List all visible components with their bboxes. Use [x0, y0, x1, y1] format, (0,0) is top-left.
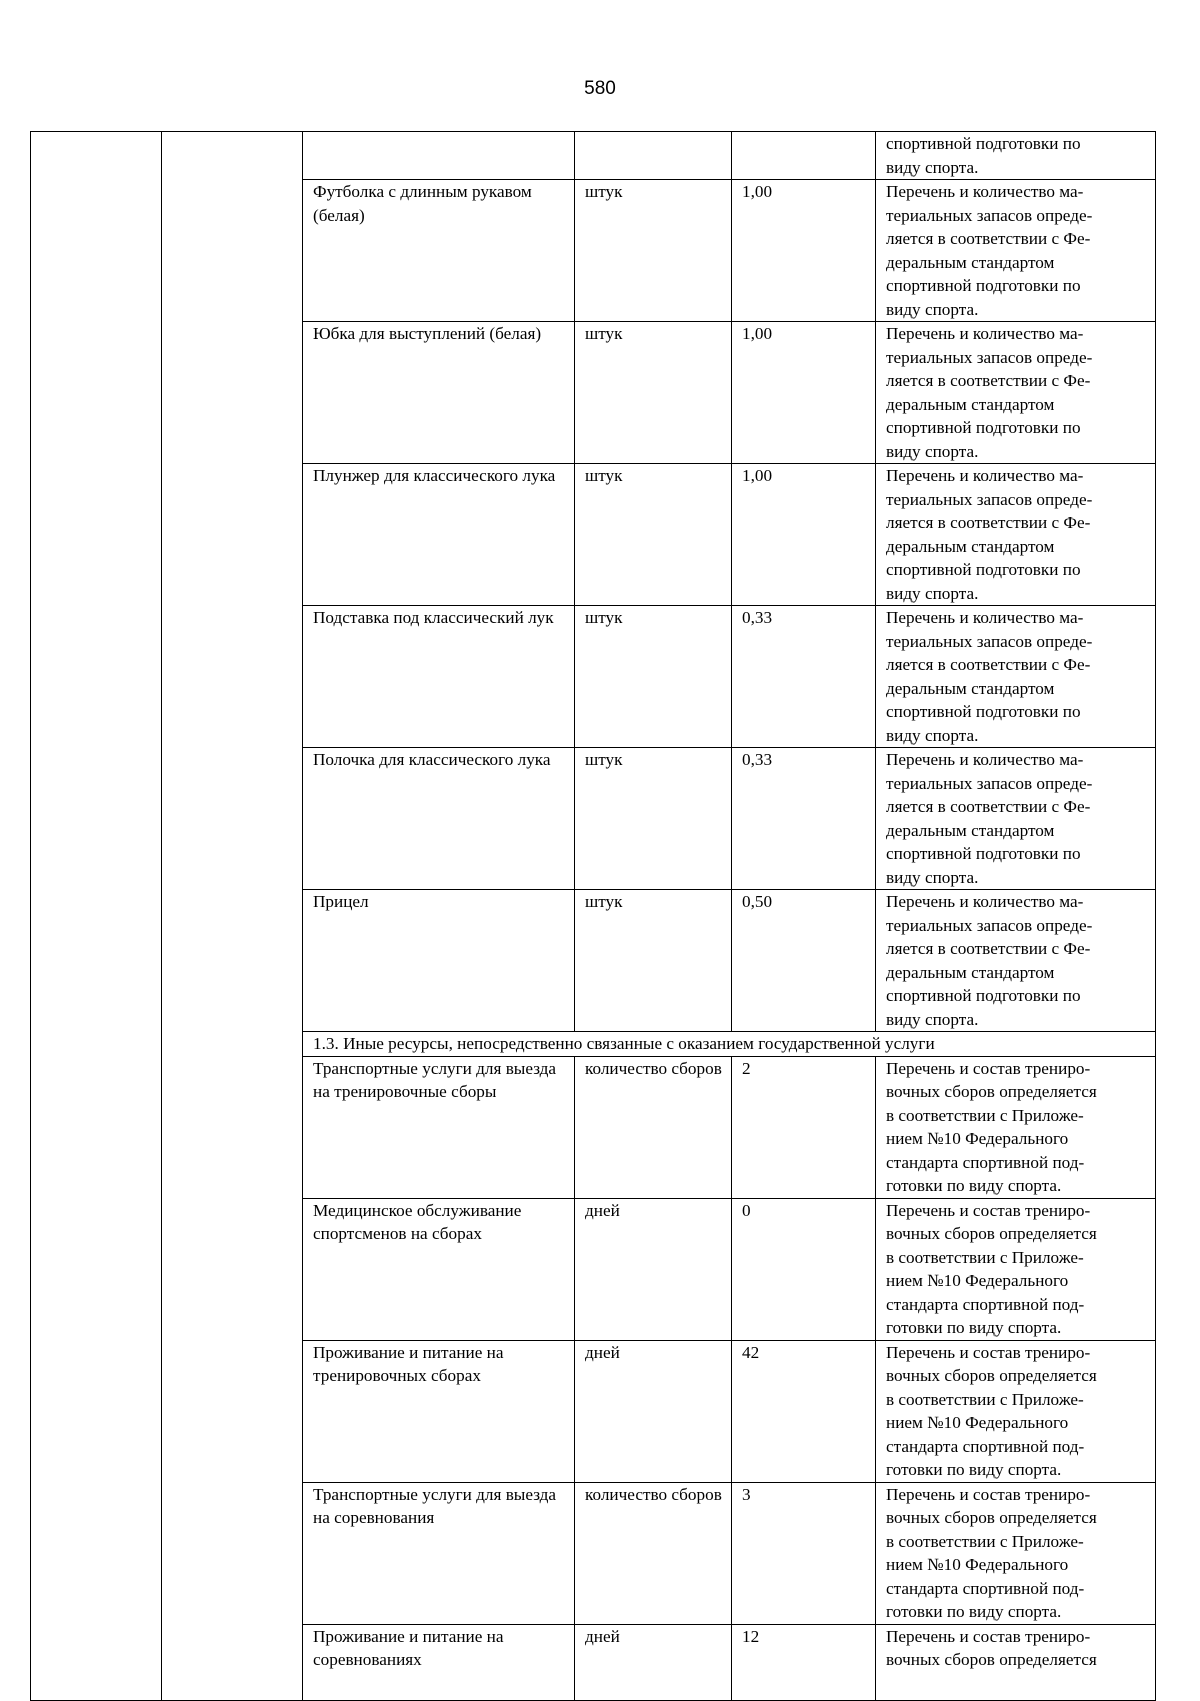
quantity-cell — [732, 1056, 876, 1198]
note-line: вочных сборов определяется — [886, 1366, 1097, 1385]
quantity: 1,00 — [742, 182, 773, 201]
note-line: Перечень и состав трениро- — [886, 1342, 1091, 1362]
unit-cell — [575, 132, 732, 180]
note-line: вочных сборов определяется — [886, 1650, 1097, 1669]
note-line: готовки по виду спорта. — [886, 1318, 1062, 1337]
note-cell — [876, 322, 1156, 464]
note-line: деральным стандартом — [886, 820, 1055, 840]
note-line: виду спорта. — [886, 583, 979, 603]
resource-name: Проживание и питание на тренировочных сборах — [313, 1342, 504, 1385]
note-cell — [876, 1056, 1156, 1198]
resource-name-cell — [303, 1340, 575, 1482]
quantity: 2 — [742, 1058, 751, 1078]
note-line: виду спорта. — [886, 1009, 979, 1029]
section-title-cell — [303, 1032, 1156, 1057]
note-line: ляется в соответствии с Фе- — [886, 939, 1091, 958]
resource-name-cell — [303, 132, 575, 180]
resource-name-cell — [303, 464, 575, 606]
quantity-cell — [732, 464, 876, 606]
unit-cell — [575, 180, 732, 322]
page-number: 580 — [584, 78, 616, 99]
unit: дней — [585, 1200, 620, 1220]
resource-name-cell — [303, 1056, 575, 1198]
unit-cell — [575, 606, 732, 748]
resource-name: Юбка для выступлений (белая) — [313, 324, 542, 343]
unit-cell — [575, 1198, 732, 1340]
unit-cell — [575, 1340, 732, 1482]
note-cell — [876, 1198, 1156, 1340]
note-line: в соответствии с Приложе- — [886, 1105, 1084, 1125]
note-cell — [876, 1340, 1156, 1482]
note-line: деральным стандартом — [886, 394, 1055, 414]
note-line: териальных запасов опреде- — [886, 347, 1093, 367]
resource-name: Плунжер для классического лука — [313, 466, 556, 485]
unit-cell — [575, 1056, 732, 1198]
note-line: Перечень и количество ма- — [886, 750, 1084, 769]
section-title: 1.3. Иные ресурсы, непосредственно связанные с оказанием государственной услуги — [313, 1034, 935, 1053]
resource-name-cell — [303, 1198, 575, 1340]
resource-name: Футболка с длинным рукавом (белая) — [313, 182, 532, 225]
note-cell — [876, 132, 1156, 180]
unit-cell — [575, 464, 732, 606]
note-line: териальных запасов опреде- — [886, 773, 1093, 793]
quantity: 0,50 — [742, 892, 773, 911]
unit: штук — [585, 324, 623, 343]
note-line: Перечень и количество ма- — [886, 892, 1084, 911]
quantity-cell — [732, 1624, 876, 1700]
note-line: спортивной подготовки по — [886, 702, 1081, 721]
quantity-cell — [732, 180, 876, 322]
note-line: спортивной подготовки по — [886, 844, 1081, 863]
note-line: деральным стандартом — [886, 536, 1055, 556]
unit-cell — [575, 322, 732, 464]
blank-column-2-cell — [162, 132, 303, 1701]
unit: дней — [585, 1342, 620, 1362]
note-line: готовки по виду спорта. — [886, 1176, 1062, 1195]
note-line: Перечень и состав трениро- — [886, 1626, 1091, 1646]
resource-name: Проживание и питание на соревнованиях — [313, 1626, 504, 1669]
note-line: спортивной подготовки по — [886, 986, 1081, 1005]
note-cell — [876, 606, 1156, 748]
note-line: спортивной подготовки по — [886, 276, 1081, 295]
unit-cell — [575, 890, 732, 1032]
blank-column-1-cell — [31, 132, 162, 1701]
note-line: вочных сборов определяется — [886, 1082, 1097, 1101]
resource-name-cell — [303, 606, 575, 748]
note-line: Перечень и количество ма- — [886, 182, 1084, 201]
note-cell — [876, 1624, 1156, 1700]
note-line: спортивной подготовки по — [886, 418, 1081, 437]
note-line: виду спорта. — [886, 157, 979, 177]
note-line: ляется в соответствии с Фе- — [886, 229, 1091, 248]
table-row — [31, 132, 1156, 180]
quantity-cell — [732, 890, 876, 1032]
note-line: виду спорта. — [886, 441, 979, 461]
note-cell — [876, 464, 1156, 606]
unit-cell — [575, 1624, 732, 1700]
resource-name-cell — [303, 748, 575, 890]
resource-name: Транспортные услуги для выезда на соревнования — [313, 1484, 557, 1527]
note-line: виду спорта. — [886, 867, 979, 887]
unit-cell — [575, 748, 732, 890]
note-line: Перечень и количество ма- — [886, 466, 1084, 485]
unit: штук — [585, 608, 623, 627]
quantity-cell — [732, 1482, 876, 1624]
resource-name: Подставка под классический лук — [313, 608, 554, 627]
note-line: нием №10 Федерального — [886, 1129, 1069, 1148]
note-line: териальных запасов опреде- — [886, 631, 1093, 651]
note-line: спортивной подготовки по — [886, 134, 1081, 153]
note-line: виду спорта. — [886, 299, 979, 319]
resource-name: Полочка для классического лука — [313, 750, 551, 769]
note-line: Перечень и состав трениро- — [886, 1200, 1091, 1220]
note-line: в соответствии с Приложе- — [886, 1531, 1084, 1551]
resource-name-cell — [303, 180, 575, 322]
note-line: стандарта спортивной под- — [886, 1152, 1085, 1172]
unit: количество сборов — [585, 1484, 722, 1504]
note-line: спортивной подготовки по — [886, 560, 1081, 579]
resource-name: Медицинское обслуживание спортсменов на сборах — [313, 1200, 522, 1243]
resource-name-cell — [303, 1624, 575, 1700]
resource-name: Прицел — [313, 892, 369, 911]
quantity-cell — [732, 132, 876, 180]
quantity: 42 — [742, 1342, 760, 1362]
note-line: Перечень и количество ма- — [886, 324, 1084, 343]
note-line: деральным стандартом — [886, 678, 1055, 698]
note-line: стандарта спортивной под- — [886, 1294, 1085, 1314]
resource-name-cell — [303, 890, 575, 1032]
resource-name: Транспортные услуги для выезда на тренировочные сборы — [313, 1058, 557, 1101]
note-line: в соответствии с Приложе- — [886, 1389, 1084, 1409]
quantity: 1,00 — [742, 466, 773, 485]
note-line: готовки по виду спорта. — [886, 1460, 1062, 1479]
unit: штук — [585, 466, 623, 485]
note-line: ляется в соответствии с Фе- — [886, 513, 1091, 532]
note-line: деральным стандартом — [886, 252, 1055, 272]
note-cell — [876, 1482, 1156, 1624]
unit: количество сборов — [585, 1058, 722, 1078]
note-cell — [876, 890, 1156, 1032]
note-line: стандарта спортивной под- — [886, 1578, 1085, 1598]
quantity-cell — [732, 748, 876, 890]
quantity-cell — [732, 1198, 876, 1340]
quantity-cell — [732, 1340, 876, 1482]
note-line: териальных запасов опреде- — [886, 915, 1093, 935]
quantity: 3 — [742, 1484, 751, 1504]
note-line: нием №10 Федерального — [886, 1413, 1069, 1432]
note-line: териальных запасов опреде- — [886, 205, 1093, 225]
note-line: ляется в соответствии с Фе- — [886, 655, 1091, 674]
resource-name-cell — [303, 322, 575, 464]
note-line: готовки по виду спорта. — [886, 1602, 1062, 1621]
note-line: виду спорта. — [886, 725, 979, 745]
quantity: 1,00 — [742, 324, 773, 343]
resource-name-cell — [303, 1482, 575, 1624]
note-cell — [876, 180, 1156, 322]
note-cell — [876, 748, 1156, 890]
note-line: нием №10 Федерального — [886, 1555, 1069, 1574]
note-line: стандарта спортивной под- — [886, 1436, 1085, 1456]
note-line: нием №10 Федерального — [886, 1271, 1069, 1290]
note-line: в соответствии с Приложе- — [886, 1247, 1084, 1267]
unit-cell — [575, 1482, 732, 1624]
note-line: вочных сборов определяется — [886, 1224, 1097, 1243]
unit: штук — [585, 750, 623, 769]
unit: штук — [585, 182, 623, 201]
note-line: ляется в соответствии с Фе- — [886, 797, 1091, 816]
note-line: деральным стандартом — [886, 962, 1055, 982]
quantity: 0 — [742, 1200, 751, 1220]
note-line: териальных запасов опреде- — [886, 489, 1093, 509]
resource-table — [30, 131, 1156, 1701]
quantity-cell — [732, 606, 876, 748]
unit: штук — [585, 892, 623, 911]
note-line: ляется в соответствии с Фе- — [886, 371, 1091, 390]
note-line: вочных сборов определяется — [886, 1508, 1097, 1527]
quantity: 0,33 — [742, 750, 773, 769]
note-line: Перечень и состав трениро- — [886, 1484, 1091, 1504]
unit: дней — [585, 1626, 620, 1646]
note-line: Перечень и количество ма- — [886, 608, 1084, 627]
quantity: 12 — [742, 1626, 760, 1646]
quantity: 0,33 — [742, 608, 773, 627]
quantity-cell — [732, 322, 876, 464]
note-line: Перечень и состав трениро- — [886, 1058, 1091, 1078]
